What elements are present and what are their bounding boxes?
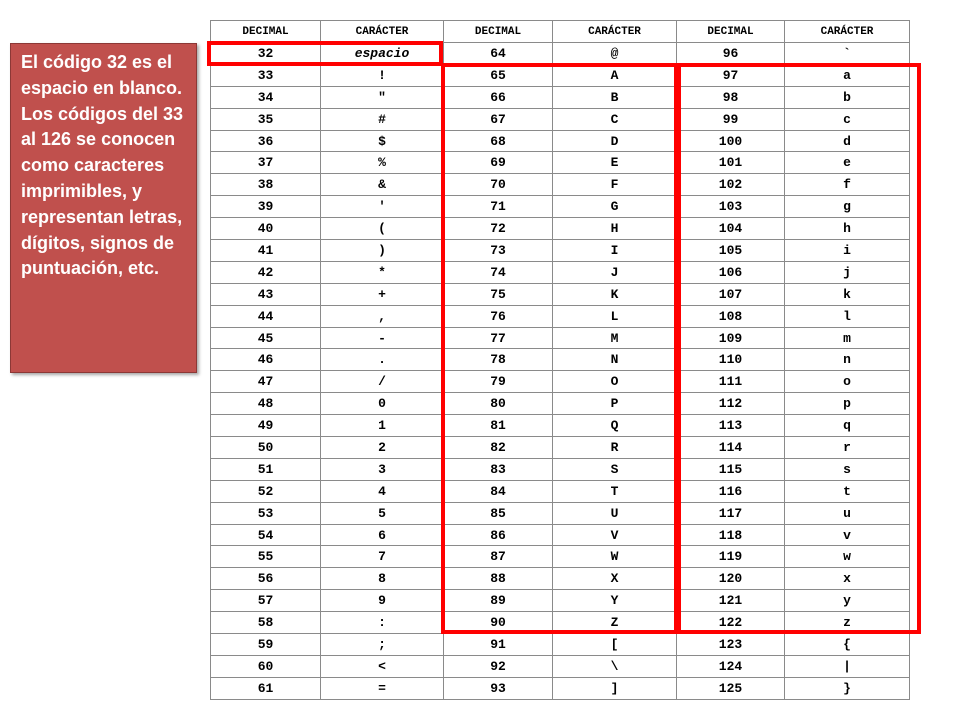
character-cell: M [553, 327, 677, 349]
character-cell: m [785, 327, 910, 349]
table-row [211, 108, 910, 130]
character-cell: s [785, 458, 910, 480]
table-row [211, 634, 910, 656]
table-row [211, 283, 910, 305]
callout-text: El código 32 es el espacio en blanco. Los códigos del 33 al 126 se conocen como caracteres imprimibles, y representan letras, dígitos, signos de puntuación, etc. [21, 52, 184, 279]
table-row [211, 152, 910, 174]
character-cell: G [553, 196, 677, 218]
character-cell: i [785, 240, 910, 262]
character-cell: & [321, 174, 444, 196]
ascii-table [210, 20, 910, 700]
character-cell: y [785, 590, 910, 612]
character-cell: p [785, 393, 910, 415]
character-cell: o [785, 371, 910, 393]
character-cell: 0 [321, 393, 444, 415]
decimal-cell: 102 [677, 174, 785, 196]
character-cell: B [553, 86, 677, 108]
decimal-cell: 47 [211, 371, 321, 393]
character-cell: R [553, 437, 677, 459]
character-cell: X [553, 568, 677, 590]
character-cell: 5 [321, 502, 444, 524]
decimal-cell: 80 [444, 393, 553, 415]
decimal-cell: 86 [444, 524, 553, 546]
header-caracter-1: CARÁCTER [321, 21, 444, 43]
character-cell: H [553, 218, 677, 240]
decimal-cell: 105 [677, 240, 785, 262]
character-cell: I [553, 240, 677, 262]
table-row [211, 568, 910, 590]
table-row [211, 458, 910, 480]
character-cell: - [321, 327, 444, 349]
character-cell: " [321, 86, 444, 108]
character-cell: w [785, 546, 910, 568]
character-cell: } [785, 677, 910, 699]
decimal-cell: 45 [211, 327, 321, 349]
character-cell: $ [321, 130, 444, 152]
character-cell: k [785, 283, 910, 305]
character-cell: n [785, 349, 910, 371]
character-cell: S [553, 458, 677, 480]
character-cell: Y [553, 590, 677, 612]
decimal-cell: 78 [444, 349, 553, 371]
decimal-cell: 124 [677, 655, 785, 677]
table-row [211, 64, 910, 86]
character-cell: z [785, 612, 910, 634]
character-cell: 1 [321, 415, 444, 437]
decimal-cell: 120 [677, 568, 785, 590]
decimal-cell: 99 [677, 108, 785, 130]
character-cell: D [553, 130, 677, 152]
decimal-cell: 54 [211, 524, 321, 546]
decimal-cell: 69 [444, 152, 553, 174]
character-cell: espacio [321, 43, 444, 65]
table-row [211, 261, 910, 283]
character-cell: ] [553, 677, 677, 699]
decimal-cell: 35 [211, 108, 321, 130]
decimal-cell: 93 [444, 677, 553, 699]
character-cell: f [785, 174, 910, 196]
decimal-cell: 83 [444, 458, 553, 480]
character-cell: F [553, 174, 677, 196]
decimal-cell: 33 [211, 64, 321, 86]
header-caracter-3: CARÁCTER [785, 21, 910, 43]
header-decimal-2: DECIMAL [444, 21, 553, 43]
character-cell: % [321, 152, 444, 174]
decimal-cell: 37 [211, 152, 321, 174]
character-cell: V [553, 524, 677, 546]
character-cell: @ [553, 43, 677, 65]
decimal-cell: 34 [211, 86, 321, 108]
decimal-cell: 61 [211, 677, 321, 699]
character-cell: x [785, 568, 910, 590]
decimal-cell: 100 [677, 130, 785, 152]
decimal-cell: 38 [211, 174, 321, 196]
decimal-cell: 74 [444, 261, 553, 283]
decimal-cell: 112 [677, 393, 785, 415]
character-cell: ( [321, 218, 444, 240]
decimal-cell: 73 [444, 240, 553, 262]
decimal-cell: 32 [211, 43, 321, 65]
character-cell: q [785, 415, 910, 437]
character-cell: N [553, 349, 677, 371]
decimal-cell: 75 [444, 283, 553, 305]
character-cell: g [785, 196, 910, 218]
character-cell: Z [553, 612, 677, 634]
decimal-cell: 104 [677, 218, 785, 240]
character-cell: t [785, 480, 910, 502]
character-cell: * [321, 261, 444, 283]
character-cell: 3 [321, 458, 444, 480]
table-row [211, 130, 910, 152]
decimal-cell: 46 [211, 349, 321, 371]
decimal-cell: 113 [677, 415, 785, 437]
character-cell: 7 [321, 546, 444, 568]
character-cell: h [785, 218, 910, 240]
character-cell: = [321, 677, 444, 699]
decimal-cell: 50 [211, 437, 321, 459]
decimal-cell: 41 [211, 240, 321, 262]
character-cell: O [553, 371, 677, 393]
decimal-cell: 82 [444, 437, 553, 459]
character-cell: . [321, 349, 444, 371]
table-row [211, 415, 910, 437]
decimal-cell: 36 [211, 130, 321, 152]
character-cell: b [785, 86, 910, 108]
header-decimal-1: DECIMAL [211, 21, 321, 43]
decimal-cell: 119 [677, 546, 785, 568]
decimal-cell: 42 [211, 261, 321, 283]
character-cell: < [321, 655, 444, 677]
table-row [211, 480, 910, 502]
table-row [211, 86, 910, 108]
character-cell: C [553, 108, 677, 130]
decimal-cell: 123 [677, 634, 785, 656]
table-row [211, 371, 910, 393]
decimal-cell: 87 [444, 546, 553, 568]
decimal-cell: 57 [211, 590, 321, 612]
decimal-cell: 116 [677, 480, 785, 502]
character-cell: { [785, 634, 910, 656]
character-cell: ! [321, 64, 444, 86]
character-cell: Q [553, 415, 677, 437]
decimal-cell: 125 [677, 677, 785, 699]
decimal-cell: 88 [444, 568, 553, 590]
table-row [211, 655, 910, 677]
table-row [211, 677, 910, 699]
decimal-cell: 118 [677, 524, 785, 546]
table-row [211, 305, 910, 327]
decimal-cell: 117 [677, 502, 785, 524]
table-row [211, 612, 910, 634]
table-body [211, 43, 910, 700]
character-cell: 8 [321, 568, 444, 590]
character-cell: : [321, 612, 444, 634]
decimal-cell: 68 [444, 130, 553, 152]
character-cell: E [553, 152, 677, 174]
decimal-cell: 60 [211, 655, 321, 677]
character-cell: 4 [321, 480, 444, 502]
character-cell: W [553, 546, 677, 568]
callout-note [10, 43, 197, 373]
character-cell: P [553, 393, 677, 415]
decimal-cell: 81 [444, 415, 553, 437]
decimal-cell: 66 [444, 86, 553, 108]
character-cell: U [553, 502, 677, 524]
decimal-cell: 106 [677, 261, 785, 283]
character-cell: d [785, 130, 910, 152]
decimal-cell: 101 [677, 152, 785, 174]
character-cell: [ [553, 634, 677, 656]
table-row [211, 196, 910, 218]
character-cell: / [321, 371, 444, 393]
decimal-cell: 122 [677, 612, 785, 634]
table-header-row [211, 21, 910, 43]
decimal-cell: 65 [444, 64, 553, 86]
character-cell: l [785, 305, 910, 327]
decimal-cell: 67 [444, 108, 553, 130]
table-row [211, 218, 910, 240]
decimal-cell: 84 [444, 480, 553, 502]
character-cell: ) [321, 240, 444, 262]
character-cell: u [785, 502, 910, 524]
table-row [211, 240, 910, 262]
decimal-cell: 77 [444, 327, 553, 349]
decimal-cell: 85 [444, 502, 553, 524]
decimal-cell: 56 [211, 568, 321, 590]
character-cell: | [785, 655, 910, 677]
table-row [211, 393, 910, 415]
decimal-cell: 107 [677, 283, 785, 305]
table-row [211, 327, 910, 349]
character-cell: # [321, 108, 444, 130]
decimal-cell: 108 [677, 305, 785, 327]
decimal-cell: 109 [677, 327, 785, 349]
table-row [211, 590, 910, 612]
decimal-cell: 98 [677, 86, 785, 108]
character-cell: r [785, 437, 910, 459]
decimal-cell: 64 [444, 43, 553, 65]
table-row [211, 43, 910, 65]
decimal-cell: 53 [211, 502, 321, 524]
character-cell: T [553, 480, 677, 502]
decimal-cell: 48 [211, 393, 321, 415]
decimal-cell: 52 [211, 480, 321, 502]
character-cell: v [785, 524, 910, 546]
header-decimal-3: DECIMAL [677, 21, 785, 43]
decimal-cell: 70 [444, 174, 553, 196]
decimal-cell: 115 [677, 458, 785, 480]
decimal-cell: 44 [211, 305, 321, 327]
character-cell: \ [553, 655, 677, 677]
table-row [211, 437, 910, 459]
decimal-cell: 59 [211, 634, 321, 656]
character-cell: 6 [321, 524, 444, 546]
decimal-cell: 110 [677, 349, 785, 371]
decimal-cell: 114 [677, 437, 785, 459]
decimal-cell: 103 [677, 196, 785, 218]
character-cell: A [553, 64, 677, 86]
character-cell: ' [321, 196, 444, 218]
decimal-cell: 58 [211, 612, 321, 634]
decimal-cell: 97 [677, 64, 785, 86]
decimal-cell: 91 [444, 634, 553, 656]
decimal-cell: 92 [444, 655, 553, 677]
decimal-cell: 79 [444, 371, 553, 393]
character-cell: 2 [321, 437, 444, 459]
character-cell: ; [321, 634, 444, 656]
character-cell: J [553, 261, 677, 283]
character-cell: c [785, 108, 910, 130]
decimal-cell: 55 [211, 546, 321, 568]
decimal-cell: 89 [444, 590, 553, 612]
decimal-cell: 49 [211, 415, 321, 437]
character-cell: L [553, 305, 677, 327]
character-cell: ` [785, 43, 910, 65]
table-row [211, 546, 910, 568]
table-row [211, 174, 910, 196]
decimal-cell: 71 [444, 196, 553, 218]
decimal-cell: 72 [444, 218, 553, 240]
decimal-cell: 40 [211, 218, 321, 240]
decimal-cell: 76 [444, 305, 553, 327]
table-row [211, 349, 910, 371]
table-row [211, 524, 910, 546]
character-cell: e [785, 152, 910, 174]
decimal-cell: 96 [677, 43, 785, 65]
character-cell: K [553, 283, 677, 305]
header-caracter-2: CARÁCTER [553, 21, 677, 43]
decimal-cell: 90 [444, 612, 553, 634]
character-cell: 9 [321, 590, 444, 612]
decimal-cell: 111 [677, 371, 785, 393]
character-cell: , [321, 305, 444, 327]
character-cell: + [321, 283, 444, 305]
decimal-cell: 39 [211, 196, 321, 218]
character-cell: a [785, 64, 910, 86]
character-cell: j [785, 261, 910, 283]
table-row [211, 502, 910, 524]
decimal-cell: 43 [211, 283, 321, 305]
decimal-cell: 51 [211, 458, 321, 480]
decimal-cell: 121 [677, 590, 785, 612]
